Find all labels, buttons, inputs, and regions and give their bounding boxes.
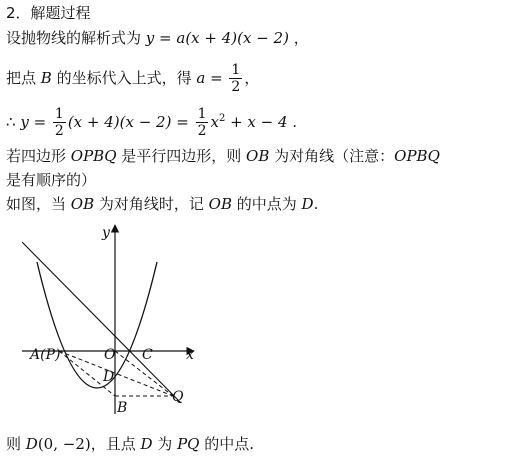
line-4: 若四边形 OPBQ 是平行四边形，则 OB 为对角线（注意：OPBQ	[6, 147, 440, 165]
fraction-half: $\frac{1}{2}$	[231, 62, 241, 95]
line-5: 是有顺序的）	[6, 171, 97, 189]
label-a-p: A(P)	[30, 347, 61, 363]
label-q: Q	[172, 389, 184, 405]
line-3: ∴ y = $\frac{1}{2}$ (x + 4)(x − 2) = $\frac{1}{2}$ $x^2 + x - 4$ .	[6, 106, 298, 139]
line-6: 如图，当 OB 为对角线时，记 OB 的中点为 D.	[6, 195, 319, 213]
label-x: x	[186, 347, 194, 363]
line-1: 设抛物线的解析式为 y = a(x + 4)(x − 2) ，	[6, 29, 309, 47]
label-o: O	[104, 347, 116, 363]
footer-line: 则 D(0, −2)，且点 D 为 PQ 的中点.	[6, 435, 254, 453]
label-b: B	[117, 400, 128, 416]
parabola-diagram	[22, 222, 207, 417]
heading: 2．解题过程	[6, 4, 91, 22]
label-y: y	[102, 225, 110, 241]
fraction-half: $\frac{1}{2}$	[54, 106, 64, 139]
fraction-half-2: $\frac{1}{2}$	[197, 106, 207, 139]
label-c: C	[142, 347, 153, 363]
label-d: D	[103, 369, 115, 385]
line-2: 把点 B 的坐标代入上式，得 a = $\frac{1}{2}$ ，	[6, 62, 260, 95]
